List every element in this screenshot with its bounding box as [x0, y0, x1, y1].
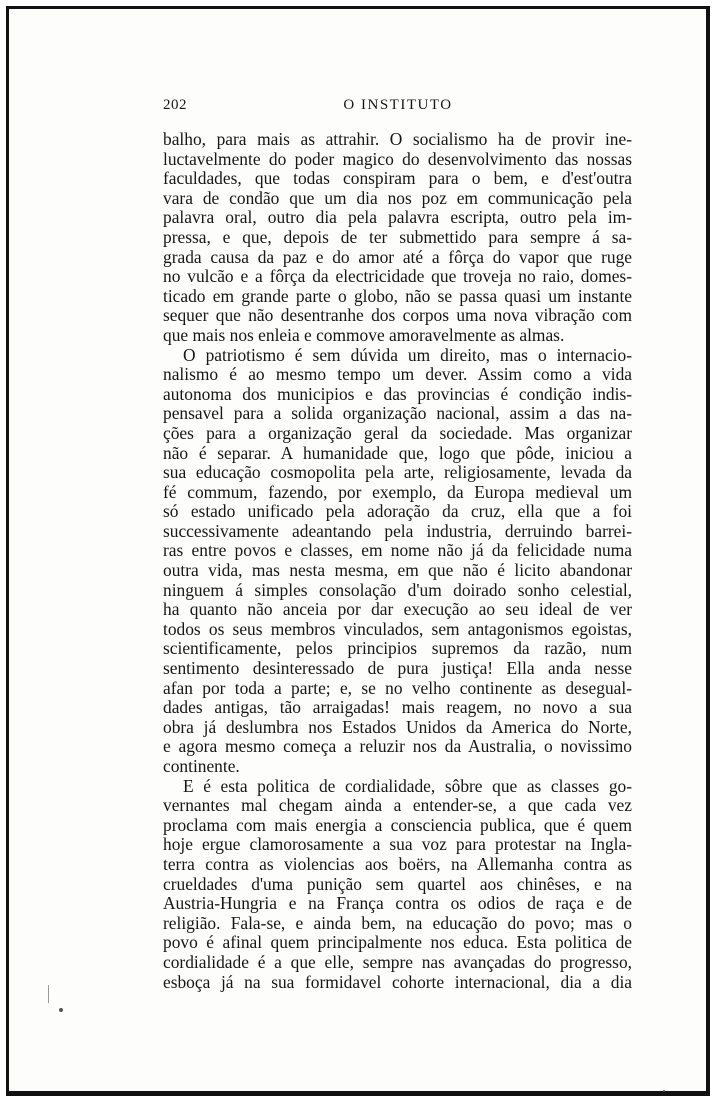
text-line: vara de condão que um dia nos poz em communicação pela	[163, 188, 632, 208]
text-line: faculdades, que todas conspiram para o bem, e d'est'outra	[163, 169, 632, 189]
scan-speck	[663, 1090, 665, 1092]
running-head	[163, 97, 633, 119]
scan-edge-mark	[48, 985, 49, 1003]
body-text	[163, 130, 632, 992]
text-line: luctavelmente do poder magico do desenvolvimento das nossas	[163, 149, 632, 169]
text-line: ções para a organização geral da sociedade. Mas organizar	[163, 423, 632, 443]
text-line: proclama com mais energia a consciencia publica, que é quem	[163, 815, 632, 835]
text-line: sua educação cosmopolita pela arte, religiosamente, levada da	[163, 463, 632, 483]
running-title: O INSTITUTO	[343, 97, 453, 113]
text-line: scientificamente, pelos principios supremos da razão, num	[163, 639, 632, 659]
text-line: vernantes mal chegam ainda a entender-se, a que cada vez	[163, 796, 632, 816]
text-line: pensavel para a solida organização nacional, assim a das na-	[163, 404, 632, 424]
text-line: Austria-Hungria e na França contra os odios de raça e de	[163, 894, 632, 914]
text-line: sequer que não desentranhe dos corpos uma nova vibração com	[163, 306, 632, 326]
page-number: 202	[163, 97, 187, 113]
text-line: continente.	[163, 757, 240, 776]
text-line: religião. Fala-se, e ainda bem, na educação do povo; mas o	[163, 913, 632, 933]
text-line: sentimento desinteressado de pura justiça! Ella anda nesse	[163, 659, 632, 679]
text-line: nalismo é ao mesmo tempo um dever. Assim como a vida	[163, 365, 632, 385]
text-line: no vulcão e a fôrça da electricidade que troveja no raio, domes-	[163, 267, 632, 287]
text-line: autonoma dos municipios e das provincias é condição indis-	[163, 384, 632, 404]
text-line: terra contra as violencias aos boërs, na Allemanha contra as	[163, 854, 632, 874]
text-line: successivamente adeantando pela industria, derruindo barrei-	[163, 521, 632, 541]
text-line: ras entre povos e classes, em nome não já da felicidade numa	[163, 541, 632, 561]
text-line: hoje ergue clamorosamente a sua voz para protestar na Ingla-	[163, 835, 632, 855]
text-line: e agora mesmo começa a reluzir nos da Australia, o novissimo	[163, 737, 632, 757]
text-line: pressa, e que, depois de ter submettido para sempre á sa-	[163, 227, 632, 247]
text-line: E é esta politica de cordialidade, sôbre que as classes go-	[183, 776, 632, 796]
text-line: povo é afinal quem principalmente nos educa. Esta politica de	[163, 933, 632, 953]
text-line: ha quanto não anceia por dar execução ao seu ideal de ver	[163, 600, 632, 620]
text-line: esboça já na sua formidavel cohorte internacional, dia a dia	[163, 972, 632, 992]
scan-speck	[59, 1008, 63, 1012]
text-line: só estado unificado pela adoração da cruz, ella que a foi	[163, 502, 632, 522]
text-line: ticado em grande parte o globo, não se passa quasi um instante	[163, 286, 632, 306]
text-line: dades antigas, tão arraigadas! mais reagem, no novo a sua	[163, 698, 632, 718]
text-line: ninguem á simples consolação d'um doirado sonho celestial,	[163, 580, 632, 600]
text-line: grada causa da paz e do amor até a fôrça do vapor que ruge	[163, 247, 632, 267]
text-line: balho, para mais as attrahir. O socialismo ha de provir ine-	[163, 130, 632, 149]
text-line: O patriotismo é sem dúvida um direito, mas o internacio-	[183, 345, 632, 365]
text-line: outra vida, mas nesta mesma, em que não é licito abandonar	[163, 561, 632, 581]
text-line: não é separar. A humanidade que, logo que pôde, iniciou a	[163, 443, 632, 463]
text-line: cordialidade é a que elle, sempre nas avançadas do progresso,	[163, 952, 632, 972]
text-line: obra já deslumbra nos Estados Unidos da America do Norte,	[163, 717, 632, 737]
text-line: afan por toda a parte; e, se no velho continente as desegual-	[163, 678, 632, 698]
text-line: que mais nos enleia e commove amoravelmente as almas.	[163, 325, 565, 345]
text-line: todos os seus membros vinculados, sem antagonismos egoistas,	[163, 619, 632, 639]
text-line: crueldades d'uma punição sem quartel aos chinêses, e na	[163, 874, 632, 894]
text-line: palavra oral, outro dia pela palavra escripta, outro pela im-	[163, 208, 632, 228]
text-line: fé commum, fazendo, por exemplo, da Europa medieval um	[163, 482, 632, 502]
